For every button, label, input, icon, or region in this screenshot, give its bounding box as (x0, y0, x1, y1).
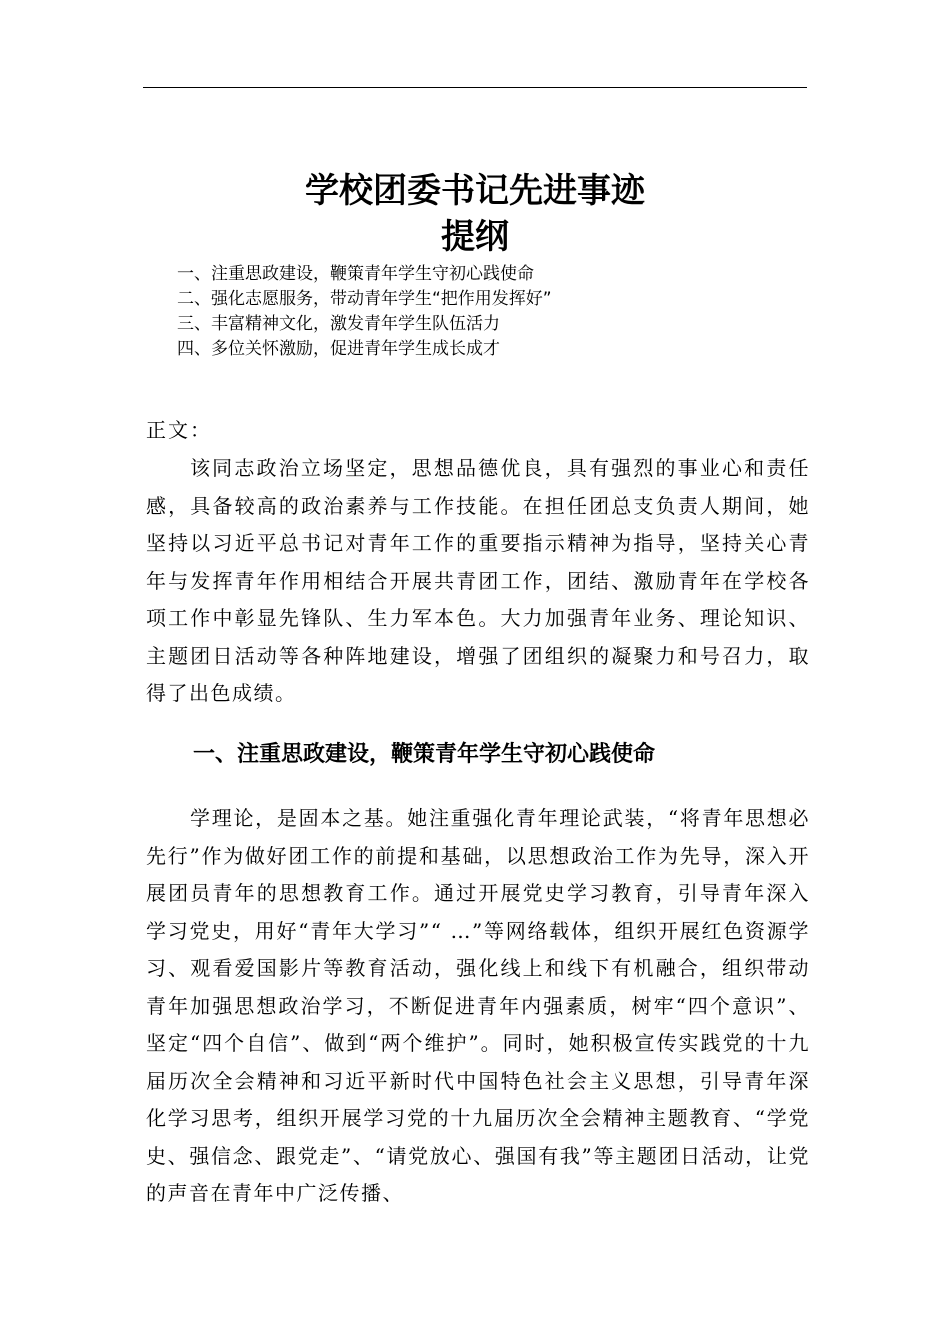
header-rule (143, 87, 807, 88)
outline-item: 二、强化志愿服务，带动青年学生“把作用发挥好” (177, 289, 552, 309)
intro-paragraph: 该同志政治立场坚定，思想品德优良，具有强烈的事业心和责任感，具备较高的政治素养与工作技能。在担任团总支负责人期间，她坚持以习近平总书记对青年工作的重要指示精神为指导，坚持关心青年与发挥青年作用相结合开展共青团工作，团结、激励青年在学校各项工作中彰显先锋队、生力军本色。大力加强青年业务、理论知识、主题团日活动等各种阵地建设，增强了团组织的凝聚力和号召力，取得了出色成绩。 (146, 456, 810, 705)
outline-item: 三、丰富精神文化，激发青年学生队伍活力 (177, 314, 500, 334)
body-label: 正文： (146, 418, 212, 442)
outline-list (177, 262, 552, 362)
section-heading: 一、注重思政建设，鞭策青年学生守初心践使命 (193, 742, 656, 767)
outline-item: 四、多位关怀激励，促进青年学生成长成才 (177, 339, 500, 359)
document-subtitle: 提纲 (441, 217, 509, 257)
outline-item: 一、注重思政建设，鞭策青年学生守初心践使命 (177, 264, 534, 284)
document-title: 学校团委书记先进事迹 (305, 171, 645, 211)
section-paragraph: 学理论，是固本之基。她注重强化青年理论武装，“将青年思想必先行”作为做好团工作的前提和基础，以思想政治工作为先导，深入开展团员青年的思想教育工作。通过开展党史学习教育，引导青年深入学习党史，用好“青年大学习”“ …”等网络载体，组织开展红色资源学习、观看爱国影片等教育活动，强化线上和线下有机融合，组织带动青年加强思想政治学习，不断促进青年内强素质，树牢“四个意识”、坚定“四个自信”、做到“两个维护”。同时，她积极宣传实践党的十九届历次全会精神和习近平新时代中国特色社会主义思想，引导青年深化学习思考，组织开展学习党的十九届历次全会精神主题教育、“学党史、强信念、跟党走”、“请党放心、强国有我”等主题团日活动，让党的声音在青年中广泛传播、 (146, 806, 810, 1205)
